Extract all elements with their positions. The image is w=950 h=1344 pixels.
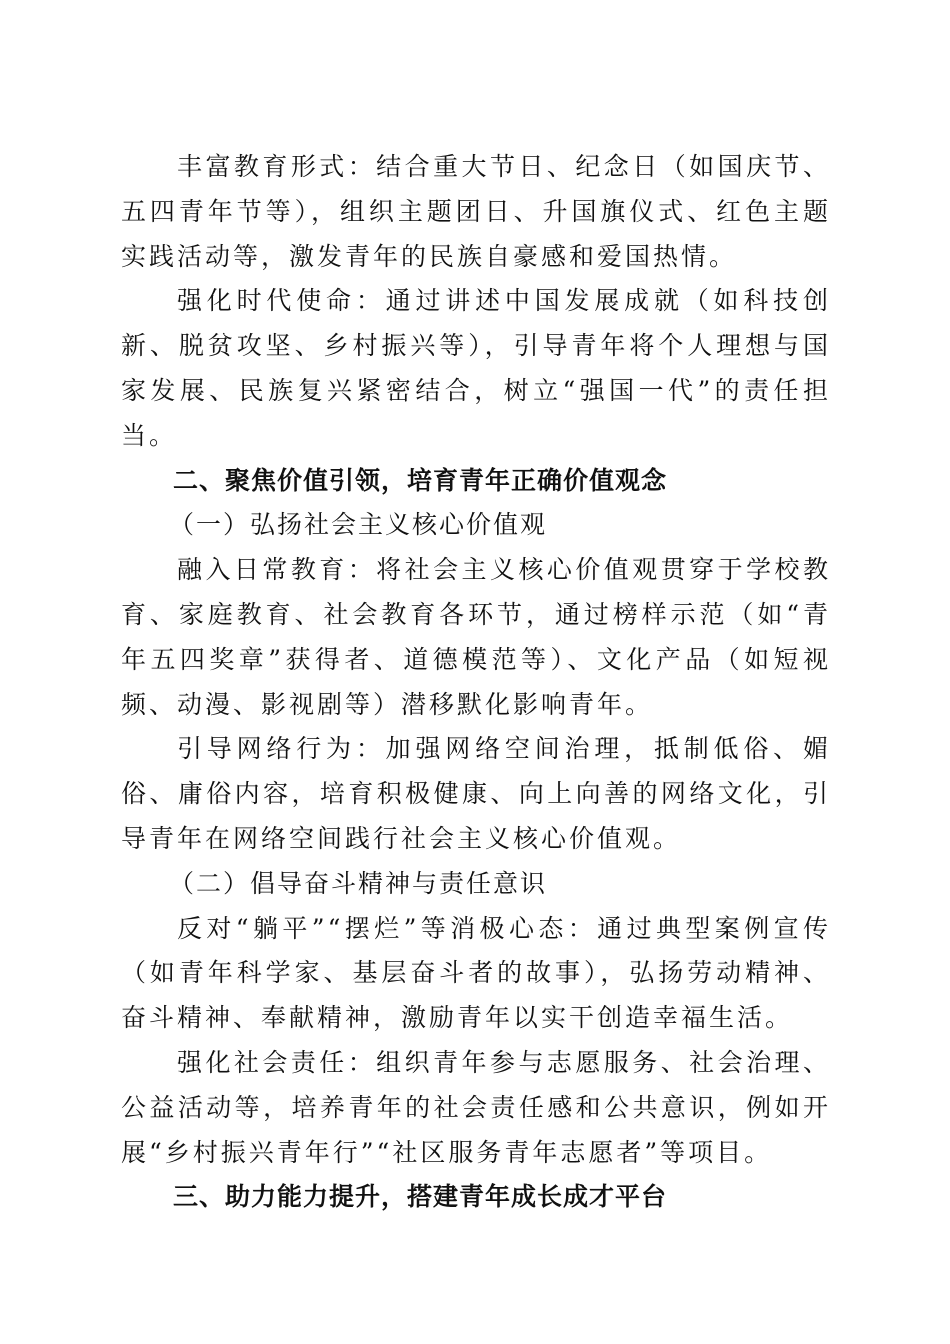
paragraph-era-mission: 强化时代使命：通过讲述中国发展成就（如科技创新、脱贫攻坚、乡村振兴等），引导青年将个人理想与国家发展、民族复兴紧密结合，树立“强国一代”的责任担当。 [121,286,831,450]
paragraph-education-forms: 丰富教育形式：结合重大节日、纪念日（如国庆节、五四青年节等），组织主题团日、升国旗仪式、红色主题实践活动等，激发青年的民族自豪感和爱国热情。 [121,152,831,271]
section-heading-2: 二、聚焦价值引领，培育青年正确价值观念 [173,465,668,495]
subsection-heading-2-1: （一）弘扬社会主义核心价值观 [169,510,548,540]
subsection-heading-2-2: （二）倡导奋斗精神与责任意识 [169,868,548,898]
paragraph-online-behavior: 引导网络行为：加强网络空间治理，抵制低俗、媚俗、庸俗内容，培育积极健康、向上向善的网络文化，引导青年在网络空间践行社会主义核心价值观。 [121,734,831,853]
paragraph-social-responsibility: 强化社会责任：组织青年参与志愿服务、社会治理、公益活动等，培养青年的社会责任感和公共意识，例如开展“乡村振兴青年行”“社区服务青年志愿者”等项目。 [121,1047,831,1167]
section-heading-3: 三、助力能力提升，搭建青年成长成才平台 [173,1182,668,1212]
paragraph-daily-education: 融入日常教育：将社会主义核心价值观贯穿于学校教育、家庭教育、社会教育各环节，通过榜样示范（如“青年五四奖章”获得者、道德模范等）、文化产品（如短视频、动漫、影视剧等）潜移默化影响青年。 [121,555,831,719]
paragraph-oppose-lying-flat: 反对“躺平”“摆烂”等消极心态：通过典型案例宣传（如青年科学家、基层奋斗者的故事），弘扬劳动精神、奋斗精神、奉献精神，激励青年以实干创造幸福生活。 [121,913,831,1033]
document-body [121,145,831,1220]
